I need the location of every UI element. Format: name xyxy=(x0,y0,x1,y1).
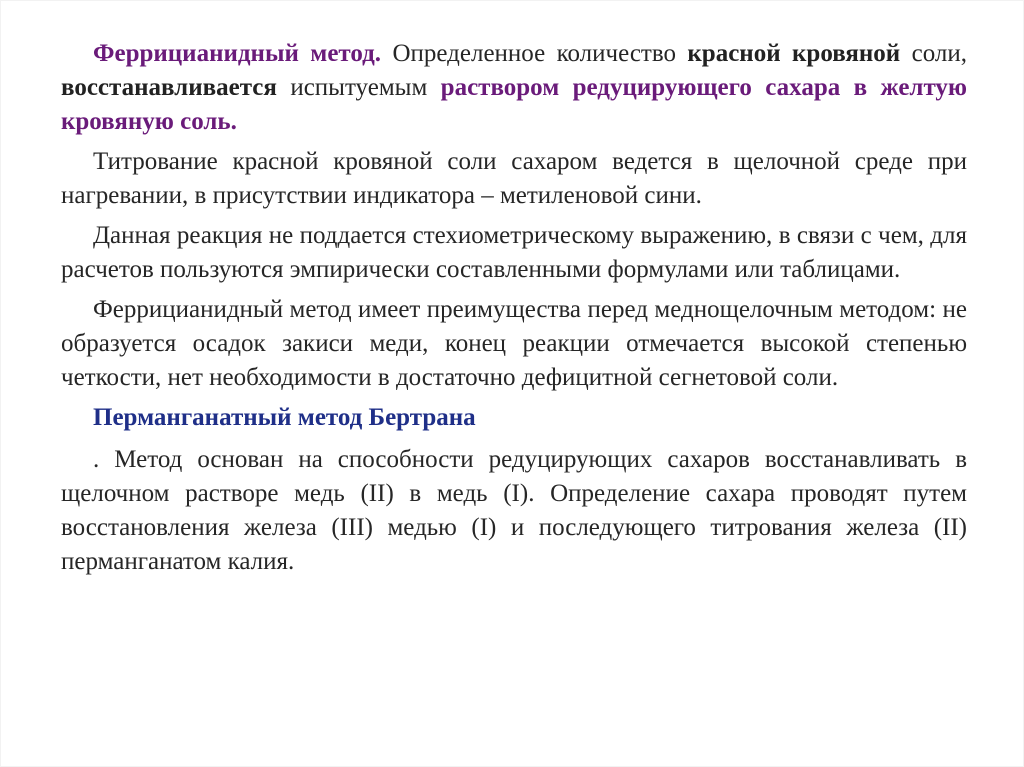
text-reducing-sugar-solution: раствором редуцирующего сахара в желтую кровяную соль. xyxy=(61,74,967,135)
paragraph-bertrand-method: . Метод основан на способности редуцирующих сахаров восстанавливать в щелочном растворе медь (II) в медь (I). Определение сахара проводят путем восстановления железа (III) медью (I) и последующего титрования железа (II) перманганатом калия. xyxy=(61,446,967,575)
method-title-ferricyanide: Феррицианидный метод. xyxy=(93,40,382,67)
text-segment: испытуемым xyxy=(276,74,441,101)
paragraph-titration: Титрование красной кровяной соли сахаром ведется в щелочной среде при нагревании, в присутствии индикатора – метиленовой сини. xyxy=(61,148,967,209)
text-segment: Определенное количество xyxy=(381,40,688,67)
paragraph-stoichiometry: Данная реакция не поддается стехиометрическому выражению, в связи с чем, для расчетов пользуются эмпирически составленными формулами или таблицами. xyxy=(61,222,967,283)
section-heading-bertrand: Перманганатный метод Бертрана xyxy=(93,404,476,431)
text-red-blood-salt: красной кровяной xyxy=(687,40,901,67)
slide-content xyxy=(61,37,967,585)
text-is-reduced: восстанавливается xyxy=(61,74,277,101)
paragraph-advantages: Феррицианидный метод имеет преимущества перед меднощелочным методом: не образуется осадок закиси меди, конец реакции отмечается высокой степенью четкости, нет необходимости в достаточно дефицитной сегнетовой соли. xyxy=(61,296,967,391)
text-segment: соли, xyxy=(900,40,968,67)
paragraph-ferricyanide-intro xyxy=(61,37,967,139)
